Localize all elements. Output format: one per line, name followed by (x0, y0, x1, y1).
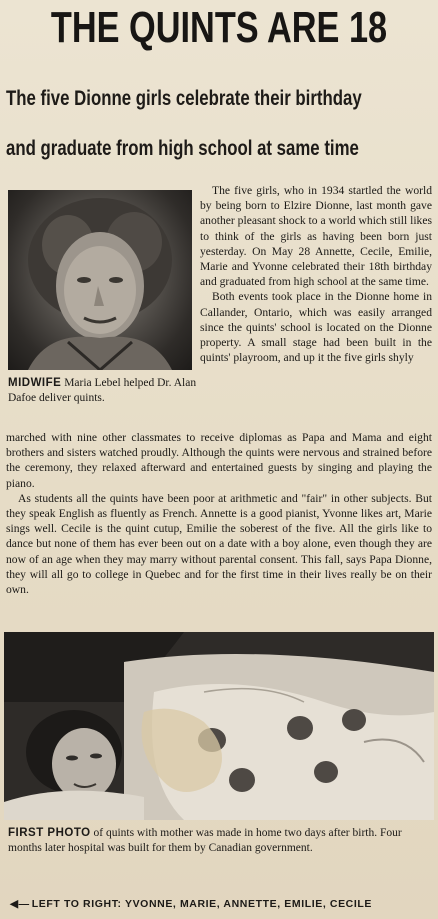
headline: THE QUINTS ARE 18 (50, 3, 388, 52)
caption-text: of quints with mother was made in home two days after birth. Four months later hospital was built for them by Canadian government. (8, 827, 402, 854)
left-to-right-caption (10, 898, 430, 910)
article-full-width (6, 430, 432, 597)
article-paragraph: marched with nine other classmates to receive diplomas as Papa and Mama and eight brothers and sisters watched proudly. Although the quints were nervous and strained before the ceremony, they relaxed afterward and entertained guests by singing and playing the piano. (6, 431, 432, 490)
midwife-caption (8, 376, 198, 406)
article-paragraph: Both events took place in the Dionne home in Callander, Ontario, which was easily arranged since the quints' school is located on the Dionne property. A small stage had been built in the quints' playroom, and up it the five girls shyly (200, 290, 432, 365)
caption-label: MIDWIFE (8, 377, 62, 389)
first-photo-caption (8, 826, 436, 856)
first-photo (4, 632, 434, 820)
quints-with-mother-image (4, 632, 434, 820)
midwife-portrait-image (8, 190, 192, 370)
article-column (200, 183, 432, 365)
deck-line-2: and graduate from high school at same time (6, 137, 359, 160)
caption-text: Maria Lebel helped Dr. Alan Dafoe deliver quints. (8, 377, 197, 404)
midwife-photo (8, 190, 192, 370)
article-paragraph: The five girls, who in 1934 startled the world by being born to Elzire Dionne, last month gave another pleasant shock to a world which still likes to think of the girls as having been born just yesterday. On May 28 Annette, Cecile, Emilie, Marie and Yvonne celebrated their 18th birthday and graduated from high school at the same time. (200, 184, 432, 289)
arrow-left-icon: ◀— (10, 898, 30, 910)
deck-line-1: The five Dionne girls celebrate their birthday (6, 87, 362, 110)
caption-label: FIRST PHOTO (8, 827, 91, 839)
left-to-right-text: LEFT TO RIGHT: YVONNE, MARIE, ANNETTE, EMILIE, CECILE (31, 898, 372, 910)
article-paragraph: As students all the quints have been poor at arithmetic and "fair" in other subjects. But they speak English as fluently as French. Annette is a good pianist, Yvonne likes art, Marie sings well. Cecile is the quint cutup, Emilie the soberest of the five. All the girls like to dance but none of them has ever been out on a date with a boy alone, even though they are now of an age when they may marry without parental consent. This fall, says Papa Dionne, they will all go to college in Quebec and for the first time in their lives really be on their own. (6, 491, 432, 597)
